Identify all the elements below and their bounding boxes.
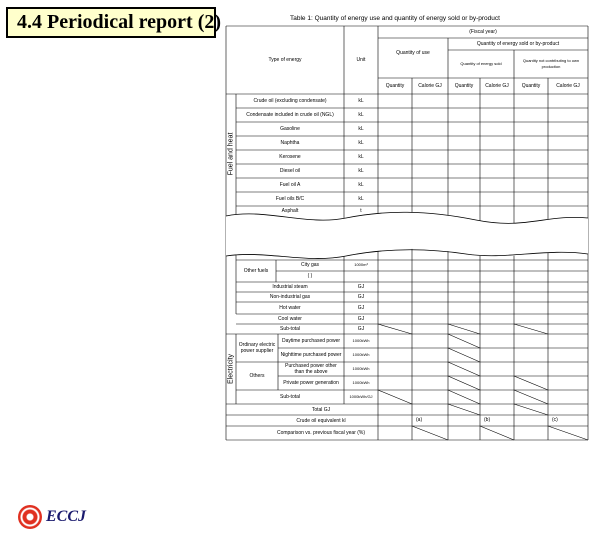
row-unit: GJ bbox=[357, 294, 365, 300]
header-col-quantity: Quantity bbox=[521, 83, 541, 89]
row-label: Fuel oil A bbox=[279, 182, 301, 188]
header-energy-sold: Quantity of energy sold bbox=[460, 61, 502, 66]
group-electricity: Electricity bbox=[227, 354, 235, 384]
row-label: Purchased power other than the above bbox=[285, 363, 337, 375]
group-others: Others bbox=[249, 373, 265, 379]
row-label: Non-industrial gas bbox=[269, 294, 311, 300]
row-unit: kL bbox=[358, 196, 364, 202]
summary-crude-oil-equivalent: Crude oil equivalent kl bbox=[296, 418, 346, 424]
summary-comparison: Comparison vs. previous fiscal year (%) bbox=[276, 430, 366, 436]
row-label: Daytime purchased power bbox=[281, 338, 341, 344]
group-fuel-and-heat: Fuel and heat bbox=[227, 132, 235, 176]
row-label: Kerosene bbox=[279, 154, 301, 160]
row-label: Sub-total bbox=[279, 326, 301, 332]
row-label: Private power generation bbox=[283, 380, 339, 386]
slide-title: 4.4 Periodical report (2) bbox=[6, 7, 216, 38]
table-break bbox=[226, 212, 588, 258]
row-unit: GJ bbox=[357, 305, 365, 311]
header-col-calorie: Calorie GJ bbox=[485, 83, 509, 89]
row-unit: GJ bbox=[357, 316, 365, 322]
header-fiscal-year: (Fiscal year) bbox=[469, 29, 497, 35]
row-label: Nighttime purchased power bbox=[280, 352, 342, 358]
row-unit: kL bbox=[358, 112, 364, 118]
row-label: ( ) bbox=[307, 273, 313, 279]
row-unit: 1000kWh/GJ bbox=[349, 394, 373, 399]
row-label: Diesel oil bbox=[279, 168, 301, 174]
header-not-contributing: Quantity not contributing to own production bbox=[522, 58, 580, 69]
mark-c: (c) bbox=[552, 417, 558, 423]
header-type-of-energy: Type of energy bbox=[268, 57, 302, 63]
group-ordinary-supplier: Ordinary electric power supplier bbox=[238, 342, 276, 354]
row-unit: kL bbox=[358, 140, 364, 146]
eccj-logo-text: ECCJ bbox=[46, 508, 87, 525]
row-unit: GJ bbox=[357, 326, 365, 332]
header-col-calorie: Calorie GJ bbox=[418, 83, 442, 89]
row-label: Condensate included in crude oil (NGL) bbox=[246, 112, 334, 118]
row-label: City gas bbox=[300, 262, 320, 268]
energy-report-table bbox=[226, 26, 588, 440]
row-label: Asphalt bbox=[281, 208, 299, 214]
header-col-calorie: Calorie GJ bbox=[556, 83, 580, 89]
row-unit: kL bbox=[358, 126, 364, 132]
row-label: Sub-total bbox=[279, 394, 301, 400]
row-unit: kL bbox=[358, 98, 364, 104]
row-unit: 1000m³ bbox=[354, 262, 368, 267]
row-unit: 1000kWh bbox=[352, 366, 370, 371]
header-quantity-sold-byproduct: Quantity of energy sold or by-product bbox=[476, 41, 560, 47]
row-unit: kL bbox=[358, 182, 364, 188]
row-label: Industrial steam bbox=[272, 284, 308, 290]
row-label: Hot water bbox=[279, 305, 301, 311]
row-unit: kL bbox=[358, 154, 364, 160]
header-unit: Unit bbox=[356, 57, 366, 63]
header-col-quantity: Quantity bbox=[385, 83, 405, 89]
row-unit: 1000kWh bbox=[352, 338, 370, 343]
row-label: Crude oil (excluding condensate) bbox=[253, 98, 327, 104]
row-unit: t bbox=[360, 208, 362, 214]
header-col-quantity: Quantity bbox=[454, 83, 474, 89]
group-other-fuels: Other fuels bbox=[243, 268, 269, 274]
summary-total: Total GJ bbox=[311, 407, 331, 413]
row-unit: GJ bbox=[357, 284, 365, 290]
row-unit: 1000kWh bbox=[352, 380, 370, 385]
mark-b: (b) bbox=[484, 417, 491, 423]
row-label: Cool water bbox=[278, 316, 302, 322]
table-caption: Table 1: Quantity of energy use and quantity of energy sold or by-product bbox=[290, 15, 500, 22]
row-unit: 1000kWh bbox=[352, 352, 370, 357]
row-label: Naphtha bbox=[280, 140, 300, 146]
row-label: Gasoline bbox=[280, 126, 300, 132]
mark-a: (a) bbox=[416, 417, 423, 423]
row-unit: kL bbox=[358, 168, 364, 174]
eccj-logo bbox=[18, 505, 148, 531]
header-quantity-of-use: Quantity of use bbox=[396, 50, 430, 56]
row-label: Fuel oils B/C bbox=[275, 196, 305, 202]
eccj-logo-icon bbox=[18, 505, 42, 529]
